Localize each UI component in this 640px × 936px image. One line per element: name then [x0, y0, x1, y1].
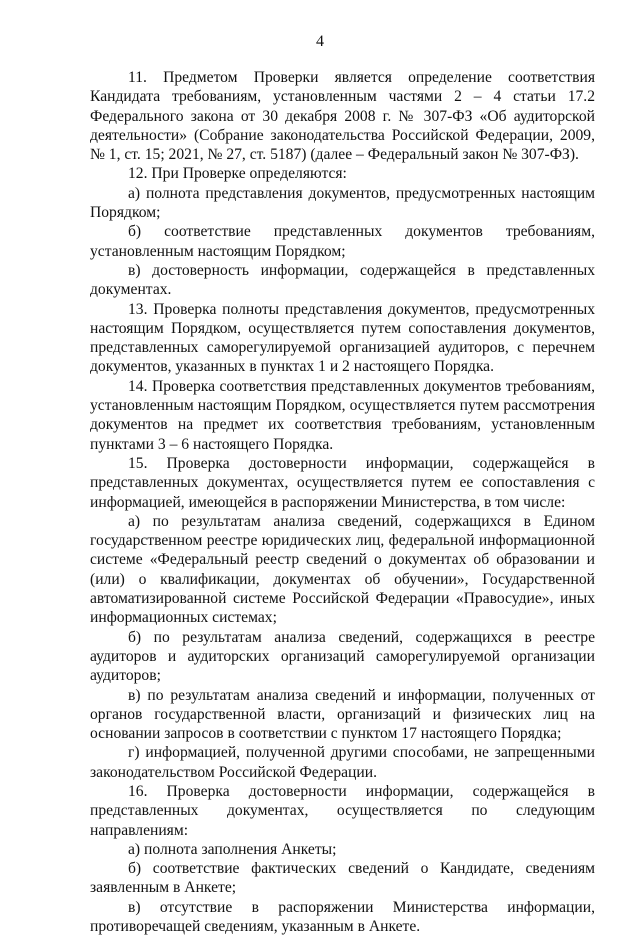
paragraph-14: 14. Проверка соответствия представленных документов требованиям, установленным настоящим Порядком, осуществляется путем рассмотрения документов на предмет их соответствия требованиям, установленным пунктами 3 – 6 настоящего Порядка.: [90, 377, 595, 453]
paragraph-12-a: а) полнота представления документов, предусмотренных настоящим Порядком;: [90, 184, 595, 222]
paragraph-16-v: в) отсутствие в распоряжении Министерства информации, противоречащей сведениям, указанным в Анкете.: [90, 898, 595, 936]
paragraph-16: 16. Проверка достоверности информации, содержащейся в представленных документах, осуществляется по следующим направлениям:: [90, 782, 595, 839]
paragraph-16-a: а) полнота заполнения Анкеты;: [128, 840, 337, 858]
paragraph-15: 15. Проверка достоверности информации, содержащейся в представленных документах, осуществляется путем ее сопоставления с информацией, имеющейся в распоряжении Министерства, в том числе:: [90, 454, 595, 511]
paragraph-12: 12. При Проверке определяются:: [128, 165, 347, 183]
paragraph-15-b: б) по результатам анализа сведений, содержащихся в реестре аудиторов и аудиторских организаций саморегулируемой организации аудиторов;: [90, 628, 595, 685]
paragraph-15-v: в) по результатам анализа сведений и информации, полученных от органов государственной власти, организаций и физических лиц на основании запросов в соответствии с пунктом 17 настоящего Порядка;: [90, 686, 595, 743]
document-body: [90, 68, 595, 936]
paragraph-15-a: а) по результатам анализа сведений, содержащихся в Едином государственном реестре юридических лиц, федеральной информационной системе «Федеральный реестр сведений о документах об образовании и (или) о квалификации, документах об обучении», Государственной автоматизированной системе Российской Федерации «Правосудие», иных информационных системах;: [90, 512, 595, 627]
paragraph-11: 11. Предметом Проверки является определение соответствия Кандидата требованиям, установленным частями 2 – 4 статьи 17.2 Федерального закона от 30 декабря 2008 г. № 307-ФЗ «Об аудиторской деятельности» (Собрание законодательства Российской Федерации, 2009, № 1, ст. 15; 2021, № 27, ст. 5187) (далее – Федеральный закон № 307-ФЗ).: [90, 69, 595, 164]
paragraph-12-b: б) соответствие представленных документов требованиям, установленным настоящим Порядком;: [90, 223, 595, 260]
paragraph-13: 13. Проверка полноты представления документов, предусмотренных настоящим Порядком, осуществляется путем сопоставления документов, представленных саморегулируемой организацией аудиторов, с перечнем документов, указанных в пунктах 1 и 2 настоящего Порядка.: [90, 300, 595, 376]
paragraph-12-v: в) достоверность информации, содержащейся в представленных документах.: [90, 261, 595, 299]
paragraph-16-b: б) соответствие фактических сведений о Кандидате, сведениям заявленным в Анкете;: [90, 860, 595, 897]
page-number: 4: [316, 33, 324, 50]
paragraph-15-g: г) информацией, полученной другими способами, не запрещенными законодательством Российской Федерации.: [90, 744, 595, 781]
